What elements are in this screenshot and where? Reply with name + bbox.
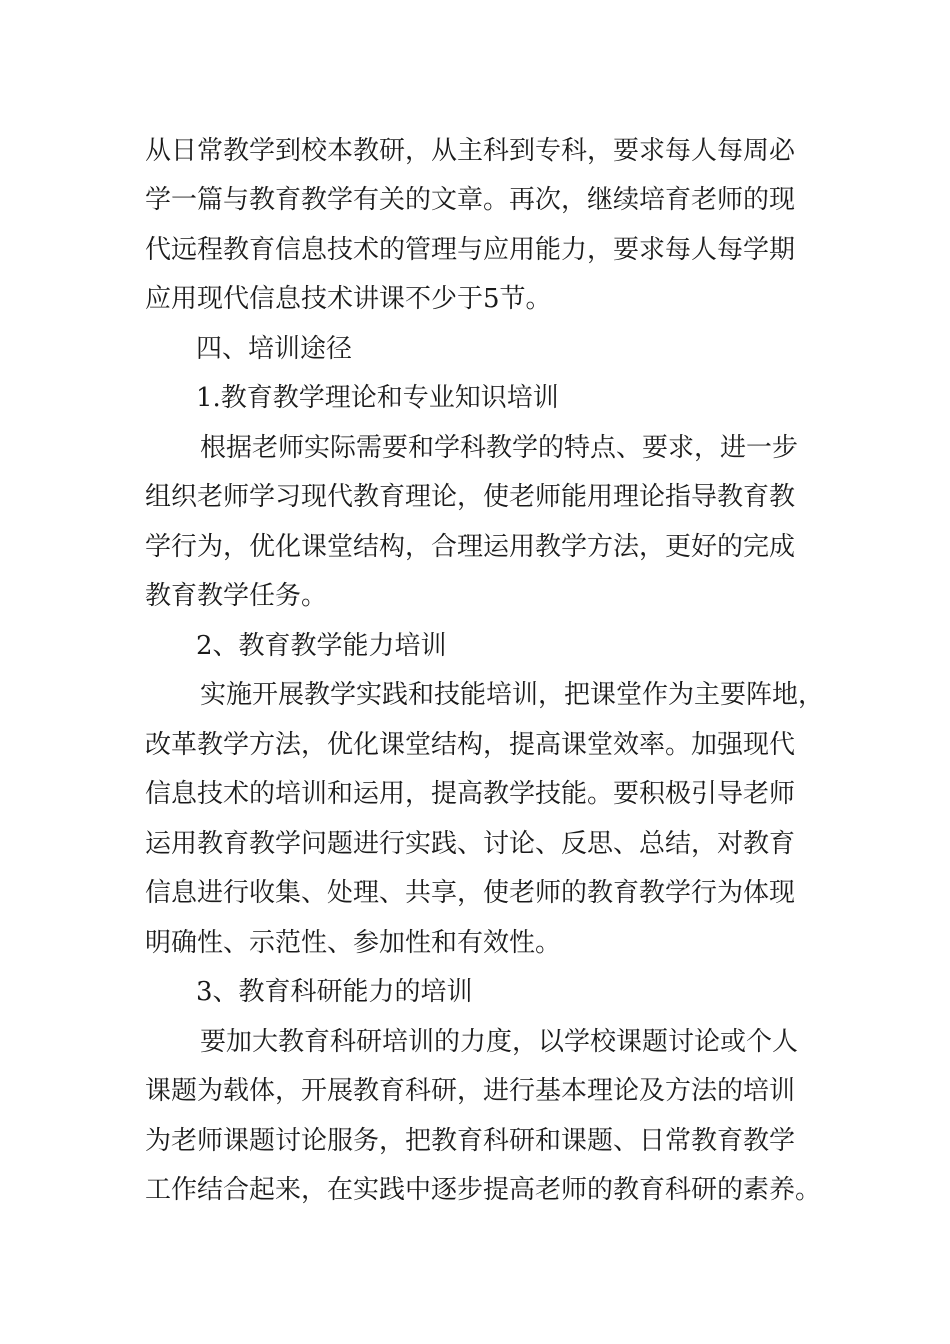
- subsection-heading: 3、教育科研能力的培训: [196, 977, 473, 1007]
- paragraph-line: 为老师课题讨论服务，把教育科研和课题、日常教育教学: [145, 1126, 796, 1156]
- paragraph-line: 明确性、示范性、参加性和有效性。: [145, 928, 562, 958]
- paragraph-line: 教育教学任务。: [145, 581, 328, 611]
- section-heading: 四、培训途径: [196, 334, 353, 364]
- paragraph-line: 要加大教育科研培训的力度，以学校课题讨论或个人: [200, 1027, 799, 1057]
- paragraph-line: 信息进行收集、处理、共享，使老师的教育教学行为体现: [145, 878, 796, 908]
- paragraph-line: 从日常教学到校本教研，从主科到专科，要求每人每周必: [145, 136, 796, 166]
- subsection-heading: 1.教育教学理论和专业知识培训: [196, 383, 559, 413]
- paragraph-line: 工作结合起来，在实践中逐步提高老师的教育科研的素养。: [145, 1175, 822, 1205]
- subsection-heading: 2、教育教学能力培训: [196, 631, 447, 661]
- paragraph-line: 实施开展教学实践和技能培训，把课堂作为主要阵地，: [200, 680, 825, 710]
- paragraph-line: 根据老师实际需要和学科教学的特点、要求，进一步: [200, 433, 799, 463]
- paragraph-line: 信息技术的培训和运用，提高教学技能。要积极引导老师: [145, 779, 796, 809]
- paragraph-line: 改革教学方法，优化课堂结构，提高课堂效率。加强现代: [145, 730, 796, 760]
- paragraph-line: 学行为，优化课堂结构，合理运用教学方法，更好的完成: [145, 532, 796, 562]
- paragraph-line: 代远程教育信息技术的管理与应用能力，要求每人每学期: [145, 235, 796, 265]
- paragraph-line: 应用现代信息技术讲课不少于5节。: [145, 284, 552, 314]
- paragraph-line: 组织老师学习现代教育理论，使老师能用理论指导教育教: [145, 482, 796, 512]
- paragraph-line: 课题为载体，开展教育科研，进行基本理论及方法的培训: [145, 1076, 796, 1106]
- paragraph-line: 学一篇与教育教学有关的文章。再次，继续培育老师的现: [145, 185, 796, 215]
- paragraph-line: 运用教育教学问题进行实践、讨论、反思、总结，对教育: [145, 829, 796, 859]
